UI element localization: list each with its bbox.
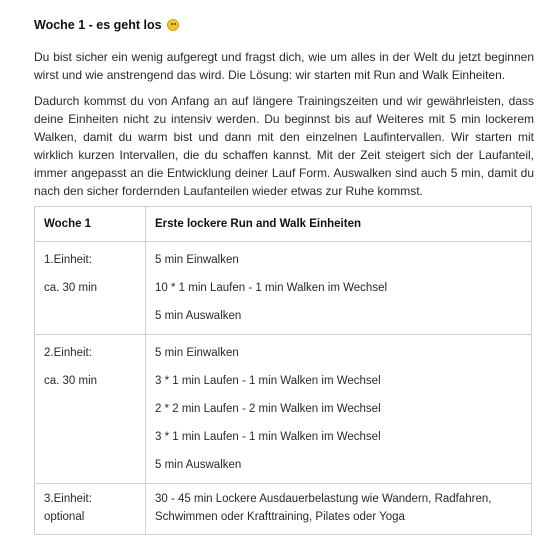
grinning-face-emoji-icon	[167, 19, 179, 31]
table-row	[35, 335, 532, 484]
heading-text: Woche 1 - es geht los	[34, 18, 162, 32]
training-plan-table	[34, 206, 532, 535]
session-name: 3.Einheit:	[44, 493, 92, 505]
session-steps-cell	[146, 335, 532, 484]
text-line: nach den sicher fordernden Laufanteilen wieder etwas zur Ruhe kommst.	[34, 184, 423, 198]
text-line: deine Einheiten nicht zu intensiv werden. Du beginnst bis auf Weiteres mit 5 min lockerem	[34, 112, 534, 126]
session-step: Schwimmen oder Krafttraining, Pilates oder Yoga	[155, 511, 405, 523]
session-name: 2.Einheit:	[44, 347, 92, 359]
header-sessions: Erste lockere Run and Walk Einheiten	[146, 207, 532, 242]
session-step: 5 min Auswalken	[155, 310, 242, 322]
detail-paragraph	[34, 92, 534, 200]
session-duration: ca. 30 min	[44, 375, 98, 387]
session-step: 10 * 1 min Laufen - 1 min Walken im Wechsel	[155, 282, 388, 294]
session-name: 1.Einheit:	[44, 254, 92, 266]
session-duration: ca. 30 min	[44, 282, 98, 294]
text-line: wirst und wie anstrengend das wird. Die Lösung: wir starten mit Run and Walk Einheiten.	[34, 68, 506, 82]
text-line: immer angepasst an die Entwicklung deiner Lauf Form. Auswalken sind auch 5 min, damit du	[34, 166, 534, 180]
text-line: Walken, damit du warm bist und dann mit den einzelnen Laufintervallen. Wir starten mit	[34, 130, 534, 144]
session-step: 2 * 2 min Laufen - 2 min Walken im Wechsel	[155, 403, 381, 415]
table-header-row	[35, 207, 532, 242]
session-step: 5 min Einwalken	[155, 347, 239, 359]
session-steps-cell	[146, 242, 532, 335]
session-step: 3 * 1 min Laufen - 1 min Walken im Wechsel	[155, 375, 381, 387]
session-label-cell	[35, 484, 146, 535]
session-step: 30 - 45 min Lockere Ausdauerbelastung wie Wandern, Radfahren,	[155, 493, 492, 505]
text-line: Dadurch kommst du von Anfang an auf längere Trainingszeiten und wir gewährleisten, dass	[34, 94, 534, 108]
section-heading	[34, 18, 179, 32]
header-week: Woche 1	[35, 207, 146, 242]
session-steps-cell	[146, 484, 532, 535]
text-line: Du bist sicher ein wenig aufgeregt und fragst dich, wie um alles in der Welt du jetzt beginnen	[34, 50, 534, 64]
text-line: wirklich kurzen Intervallen, die du schaffen kannst. Mit der Zeit steigert sich der Laufanteil,	[34, 148, 534, 162]
session-step: 5 min Einwalken	[155, 254, 239, 266]
table-row	[35, 484, 532, 535]
session-duration: optional	[44, 511, 85, 523]
session-label-cell	[35, 335, 146, 484]
intro-paragraph	[34, 48, 534, 84]
table-row	[35, 242, 532, 335]
session-step: 5 min Auswalken	[155, 459, 242, 471]
session-step: 3 * 1 min Laufen - 1 min Walken im Wechsel	[155, 431, 381, 443]
session-label-cell	[35, 242, 146, 335]
